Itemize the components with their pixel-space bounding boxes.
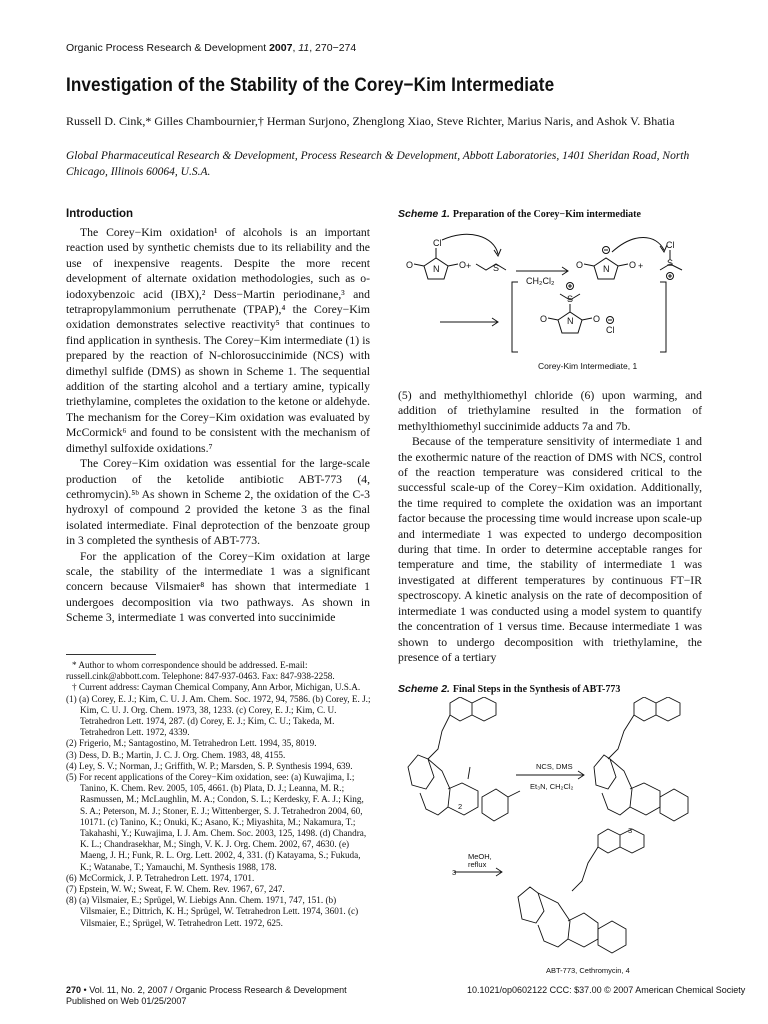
footer-volume: Vol. 11, No. 2, 2007 / Organic Process Research & Development — [89, 985, 347, 995]
left-column-body — [66, 225, 370, 626]
reagents2-top: MeOH, — [468, 852, 492, 861]
scheme-2-caption — [398, 683, 620, 695]
right-paragraph-1: (5) and methylthiomethyl chloride (6) upon warming, and addition of triethylamine resulted in the formation of methylthiomethyl succinimide adducts 7a and 7b. — [398, 389, 702, 433]
footer-left — [66, 985, 347, 1006]
ncs-o-right: O — [459, 260, 467, 270]
scheme-1-label: Scheme 1. — [398, 208, 450, 220]
plus-2: + — [638, 261, 644, 271]
anion-o-right: O — [629, 260, 637, 270]
scheme-1-caption — [398, 208, 641, 220]
intermediate-s: S — [567, 294, 574, 304]
journal-header: Organic Process Research & Development 2007, 11, 270−274 — [66, 42, 357, 54]
scheme-2-label: Scheme 2. — [398, 683, 450, 695]
compound-3-structure — [594, 697, 688, 821]
sulfonium-s: S — [667, 258, 674, 268]
scheme-1-diagram — [398, 224, 698, 374]
intro-paragraph-3: For the application of the Corey−Kim oxidation at large scale, the stability of the intermediate 1 was a significant concern because Vilsmaier⁸ has shown that intermediate 1 undergoes decomposition via two pathways. As shown in Scheme 3, intermediate 1 was converted into succinimide — [66, 549, 370, 625]
journal-pages: 270−274 — [315, 42, 357, 54]
compound-4-label: ABT-773, Cethromycin, 4 — [546, 966, 630, 975]
reference-6: (6) McCormick, J. P. Tetrahedron Lett. 1974, 1701. — [66, 872, 255, 883]
reagents2-bottom: reflux — [468, 860, 487, 869]
footer-page-line: 270 • Vol. 11, No. 2, 2007 / Organic Process Research & Development — [66, 985, 347, 995]
scheme-2-title: Final Steps in the Synthesis of ABT-773 — [452, 684, 621, 695]
anion-n: N — [603, 264, 610, 274]
author-list: Russell D. Cink,* Gilles Chambournier,† Herman Surjono, Zhenglong Xiao, Steve Richter, Marius Naris, and Ashok V. Bhatia — [66, 114, 675, 128]
scheme-1-product-label: Corey-Kim Intermediate, 1 — [538, 361, 638, 371]
scheme-1-title: Preparation of the Corey−Kim intermediate — [452, 209, 641, 220]
section-heading-introduction: Introduction — [66, 208, 134, 220]
intro-paragraph-2: The Corey−Kim oxidation was essential for the large-scale production of the ketolide antibiotic ABT-773 (4, cethromycin).⁵ᵇ As shown in Scheme 2, the oxidation of the C-3 hydroxyl of compound 2 provided the ketone 3 as the final isolated intermediate. Final deprotection of the benzoate group in 3 completed the synthesis of ABT-773. — [66, 457, 370, 548]
start-compound-3-label: 3 — [452, 868, 457, 877]
journal-name: Organic Process Research & Development — [66, 42, 267, 54]
intermediate-n: N — [567, 316, 574, 326]
current-address-note: † Current address: Cayman Chemical Company, Ann Arbor, Michigan, U.S.A. — [72, 682, 361, 693]
correspondence-note: * Author to whom correspondence should be addressed. E-mail: russell.cink@abbott.com. Telephone: 847-937-0463. Fax: 847-938-2258. — [66, 660, 335, 682]
reference-8: (8) (a) Vilsmaier, E.; Sprügel, W. Liebigs Ann. Chem. 1971, 747, 151. (b) Vilsmaier, E.; Dittrich, K. H.; Sprügel, W. Tetrahedron Lett. 1974, 3601. (c) Vilsmaier, E.; Sprügel, W. Tetrahedron Lett. 1972, 625. — [66, 895, 359, 928]
curved-arrow-2 — [612, 238, 664, 253]
compound-4-structure — [518, 829, 644, 953]
right-column-body — [398, 388, 702, 665]
compound-2-label: 2 — [458, 802, 463, 811]
dms-structure — [476, 264, 506, 270]
right-paragraph-2: Because of the temperature sensitivity of intermediate 1 and the exothermic nature of the reaction of DMS with NCS, control of the reaction temperature was considered critical to the successful scale-up of the Corey−Kim oxidation. Additionally, the time required to complete the oxidation was an important factor because the processing time would increase upon scale-up and intermediate 1 was expected to undergo decomposition during that time. In order to determine acceptable ranges for temperature and time, the stability of intermediate 1 was investigated at different temperatures by continuous FT−IR spectroscopy. A kinetic analysis on the rate of decomposition of intermediate 1 was conducted using a model system to quantify the concentration of 1 versus time. Because intermediate 1 was shown to undergo decomposition with triethylamine, the presence of a tertiary — [398, 435, 702, 664]
bracket-right — [660, 282, 666, 352]
reference-3: (3) Dess, D. B.; Martin, J. C. J. Org. Chem. 1983, 48, 4155. — [66, 749, 286, 760]
reference-1: (1) (a) Corey, E. J.; Kim, C. U. J. Am. Chem. Soc. 1972, 94, 7586. (b) Corey, E. J.; Kim, C. U. J. Org. Chem. 1973, 38, 1233. (c) Corey, E. J.; Kim, C. U. Tetrahedron Lett. 1974, 287. (d) Corey, E. J.; Kim, C. U.; Takeda, M. Tetrahedron Lett. 1972, 4339. — [66, 693, 371, 738]
reagents-top: NCS, DMS — [536, 762, 573, 771]
reference-7: (7) Epstein, W. W.; Sweat, F. W. Chem. Rev. 1967, 67, 247. — [66, 884, 285, 895]
footnote-divider — [66, 654, 156, 655]
reference-4: (4) Ley, S. V.; Norman, J.; Griffith, W. P.; Marsden, S. P. Synthesis 1994, 639. — [66, 760, 353, 771]
intro-paragraph-1: The Corey−Kim oxidation¹ of alcohols is an important reaction used by synthetic chemists due to its reliability and the use of inexpensive reagents. Despite the more recent development of alternate oxidation methodologies, such as o-iodoxybenzoic acid (IBX),² Dess−Martin periodinane,³ and tetrapropylammonium perruthenate (TPAP),⁴ the Corey−Kim oxidation demonstrates selective reactivity⁵ that continues to find application in synthesis. The Corey−Kim intermediate (1) is prepared by the reaction of N-chlorosuccinimide (NCS) with dimethyl sulfide (DMS) as shown in Scheme 1. The sequential addition of the starting alcohol and a tertiary amine, typically triethylamine, completes the oxidation to the ketone or aldehyde. The mechanism for the Corey−Kim oxidation was evaluated by McCormick⁶ and found to be consistent with the mechanism of dimethyl sulfoxide oxidations.⁷ — [66, 226, 370, 455]
scheme-1-solvent: CH₂Cl₂ — [526, 276, 555, 286]
intermediate-cl: Cl — [606, 325, 615, 335]
footnotes — [66, 660, 372, 929]
ncs-o-left: O — [406, 260, 414, 270]
reference-2: (2) Frigerio, M.; Santagostino, M. Tetrahedron Lett. 1994, 35, 8019. — [66, 738, 317, 749]
journal-volume: 11 — [298, 42, 310, 54]
reagents-bottom: Et₃N, CH₂Cl₂ — [530, 782, 574, 791]
article-title: Investigation of the Stability of the Corey−Kim Intermediate — [66, 74, 555, 96]
sulfonium-cl: Cl — [666, 240, 675, 250]
scheme-2-diagram — [398, 697, 704, 977]
anion-o-left: O — [576, 260, 584, 270]
ncs-cl: Cl — [433, 238, 442, 248]
curved-arrow-1 — [442, 234, 498, 254]
ncs-n: N — [433, 264, 440, 274]
bracket-left — [512, 282, 518, 352]
affiliation: Global Pharmaceutical Research & Development, Process Research & Development, Abbott Laboratories, 1401 Sheridan Road, North Chicago, Illinois 60064, U.S.A. — [66, 150, 690, 178]
footer-doi: 10.1021/op0602122 CCC: $37.00 © 2007 American Chemical Society — [467, 985, 746, 995]
intermediate-o-left: O — [540, 314, 548, 324]
compound-3-label: 3 — [628, 826, 633, 835]
reference-5: (5) For recent applications of the Corey−Kim oxidation, see: (a) Kuwajima, I.; Tanino, K. Chem. Rev. 2005, 105, 4661. (b) Plata, D. J.; Leanna, M. R.; Rasmussen, M.; McLaughlin, M. A.; Condon, S. L.; Kerdesky, F. A. J.; King, S. A.; Peterson, M. J.; Stoner, E. J.; Wittenberger, S. J. Tetrahedron 2004, 60, 10171. (c) Tanino, K.; Onuki, K.; Asano, K.; Miyashita, M.; Nakamura, T.; Takahashi, Y.; Kuwajima, I. J. Am. Chem. Soc. 2003, 125, 1498. (d) Chandra, K. L.; Chandrasekhar, M.; Singh, V. K. J. Org. Chem. 2002, 67, 4630. (e) Maeng, J. H.; Funk, R. L. Org. Lett. 2002, 4, 331. (f) Katayama, S.; Fukuda, K.; Watanabe, T.; Yamauchi, M. Synthesis 1988, 178. — [66, 772, 367, 872]
journal-year: 2007 — [269, 42, 293, 54]
plus-1: + — [466, 261, 472, 271]
intermediate-o-right: O — [593, 314, 601, 324]
footer-published: Published on Web 01/25/2007 — [66, 995, 187, 1006]
footer-page-number: 270 — [66, 985, 82, 995]
compound-2-structure — [408, 697, 520, 821]
dms-s: S — [493, 263, 500, 273]
